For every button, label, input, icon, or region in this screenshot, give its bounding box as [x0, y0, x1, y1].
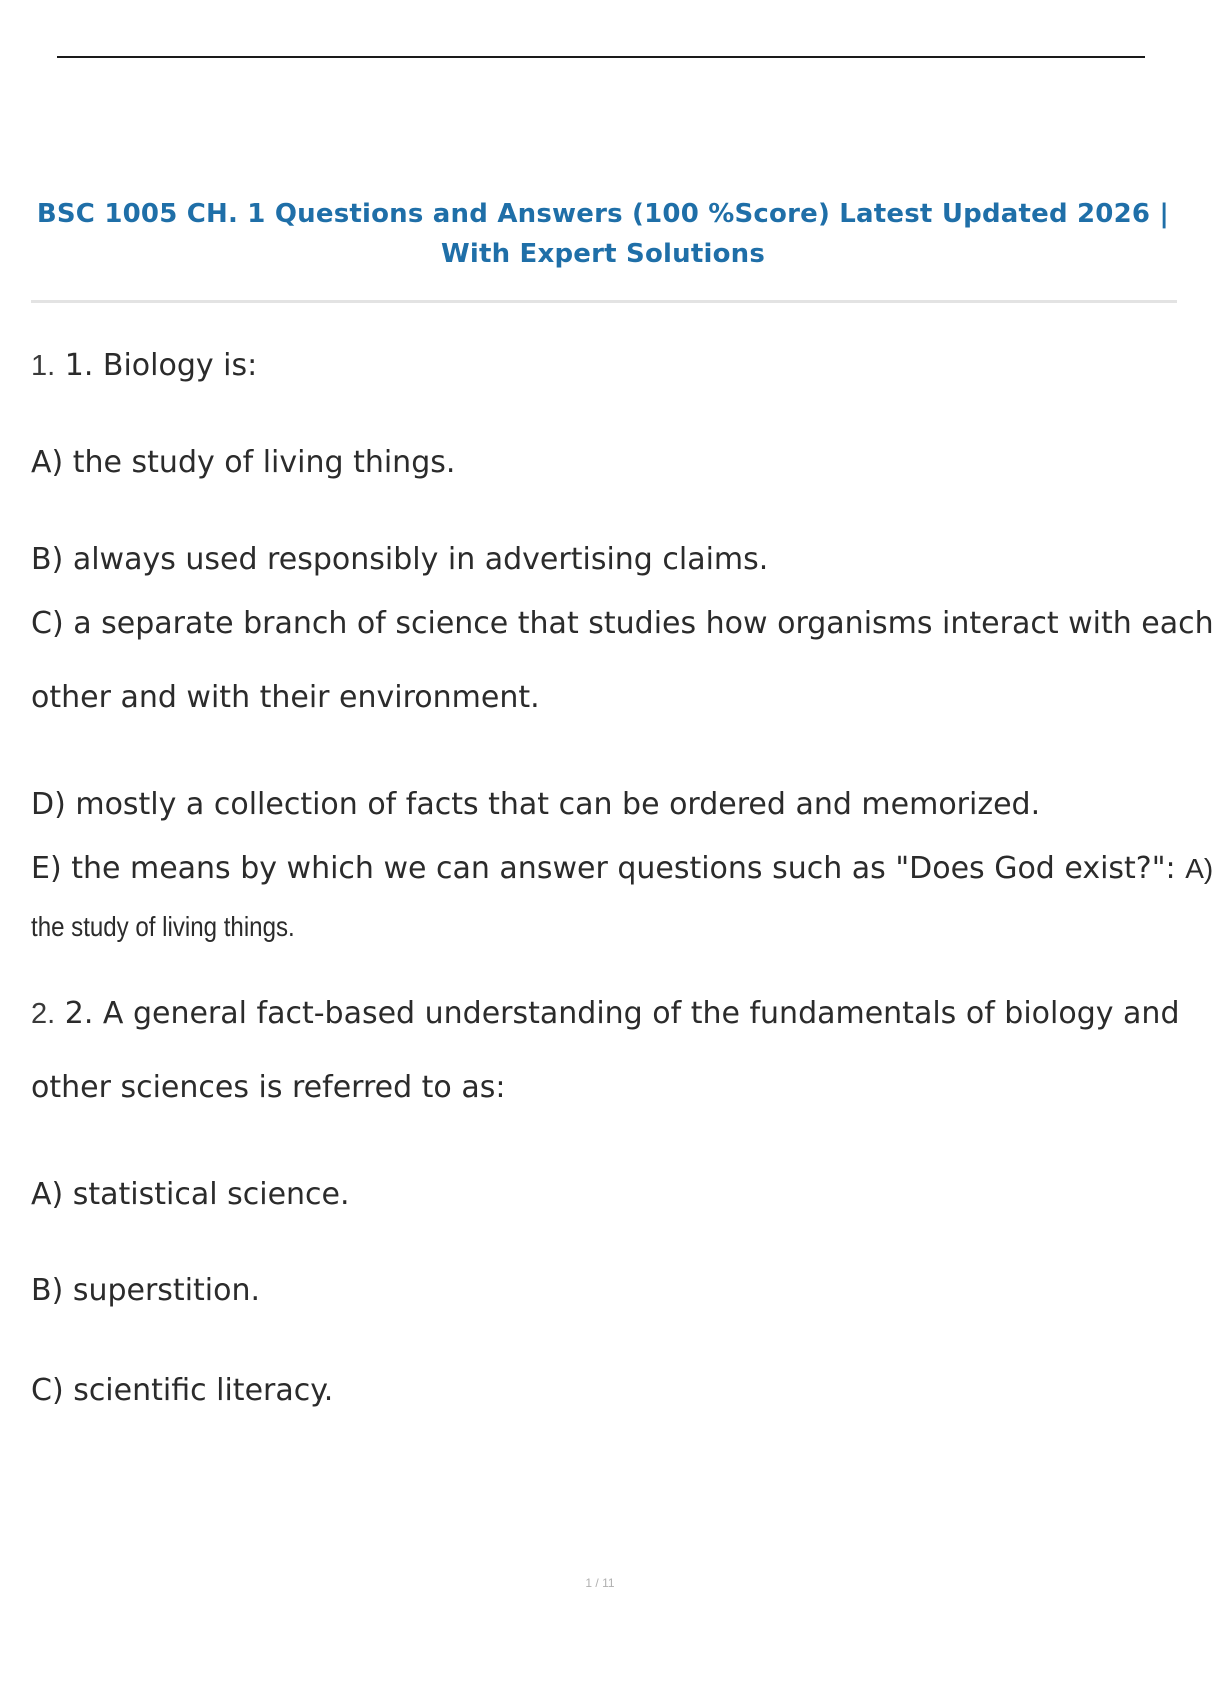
question-1-text: 1. Biology is:	[64, 348, 258, 383]
question-1-option-e-text: E) the means by which we can answer questions such as "Does God exist?":	[31, 851, 1176, 886]
question-1-option-e	[31, 851, 1213, 887]
question-1-answer-head: A)	[1185, 853, 1214, 884]
question-1-option-a: A) the study of living things.	[31, 445, 456, 480]
question-1-option-c-line-1: C) a separate branch of science that studies how organisms interact with each	[31, 606, 1214, 641]
question-1-option-c-line-2: other and with their environment.	[31, 680, 540, 715]
top-horizontal-rule	[57, 56, 1145, 58]
question-1-option-b: B) always used responsibly in advertising claims.	[31, 542, 769, 577]
question-1-number: 1.	[31, 350, 56, 382]
document-title-line-2: With Expert Solutions	[440, 239, 766, 269]
question-2-prompt-line-1	[31, 996, 1179, 1032]
question-2-prompt-line-2: other sciences is referred to as:	[31, 1070, 506, 1105]
question-2-option-a: A) statistical science.	[31, 1177, 350, 1212]
question-2-number: 2.	[31, 998, 56, 1030]
question-2-option-b: B) superstition.	[31, 1273, 261, 1308]
question-2-option-c: C) scientific literacy.	[31, 1373, 334, 1408]
page-number: 1 / 11	[585, 1576, 615, 1590]
document-title-line-1: BSC 1005 CH. 1 Questions and Answers (100 %Score) Latest Updated 2026 |	[36, 199, 1170, 229]
question-1-option-d: D) mostly a collection of facts that can be ordered and memorized.	[31, 787, 1041, 822]
question-1-prompt	[31, 348, 257, 384]
title-divider	[31, 300, 1177, 303]
question-1-answer-tail: the study of living things.	[31, 911, 295, 942]
question-2-text: 2. A general fact-based understanding of the fundamentals of biology and	[64, 996, 1180, 1031]
document-title	[26, 194, 1180, 274]
